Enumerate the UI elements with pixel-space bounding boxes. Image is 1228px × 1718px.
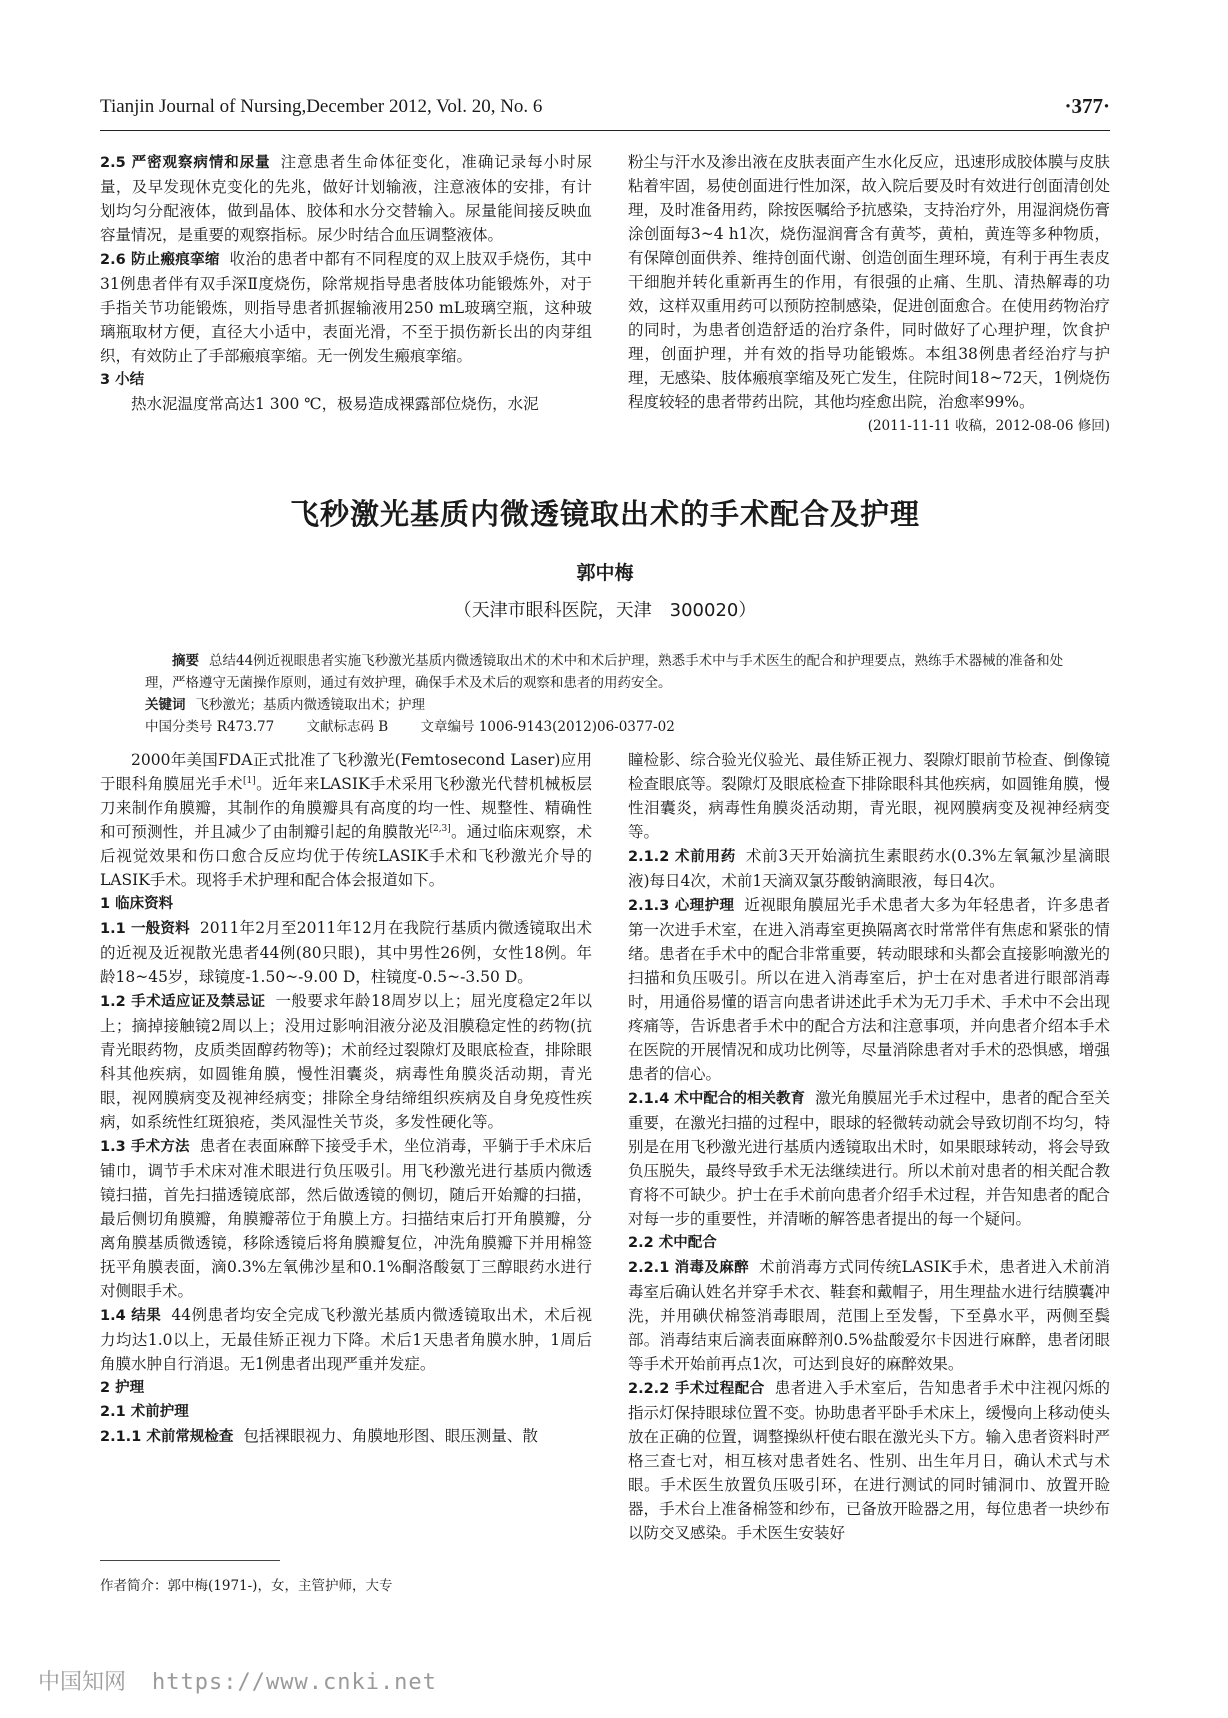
author-affiliation: （天津市眼科医院，天津 300020） xyxy=(453,600,757,621)
received-revised-dates: (2011-11-11 收稿，2012-08-06 修回) xyxy=(867,418,1110,434)
section-1-2: 1.2 手术适应证及禁忌证 一般要求年龄18周岁以上；屈光度稳定2年以上；摘掉接触镜2周以上；没用过影响泪液分泌及泪膜稳定性的药物(抗青光眼药物，皮质类固醇药物等)；术前经过裂隙灯及眼底检查，排除眼科其他疾病，如圆锥角膜，慢性泪囊炎，病毒性角膜炎活动期，青光眼，视网膜病变及视神经病变；排除全身结缔组织疾病及自身免疫性疾病，如系统性红斑狼疮，类风湿性关节炎，多发性硬化等。 xyxy=(100,992,592,1131)
keywords: 关键词 飞秒激光；基质内微透镜取出术；护理 xyxy=(145,697,425,713)
classification-line: 中国分类号 R473.77 文献标志码 B 文章编号 1006-9143(2012)06-0377-02 xyxy=(145,719,675,735)
journal-name: Tianjin Journal of Nursing,December 2012, Vol. 20, No. 6 xyxy=(100,96,543,117)
header-rule xyxy=(100,130,1110,131)
article-author: 郭中梅 xyxy=(576,562,634,584)
section-1-3: 1.3 手术方法 患者在表面麻醉下接受手术，坐位消毒，平躺于手术床后铺巾，调节手术床对准术眼进行负压吸引。用飞秒激光进行基质内微透镜扫描，首先扫描透镜底部，然后做透镜的侧切，随后开始瓣的扫描，最后侧切角膜瓣，角膜瓣蒂位于角膜上方。扫描结束后打开角膜瓣，分离角膜基质微透镜，移除透镜后将角膜瓣复位，冲洗角膜瓣下并用棉签抚平角膜表面，滴0.3%左氧佛沙星和0.1%酮洛酸氨丁三醇眼药水进行对侧眼手术。 xyxy=(100,1137,592,1300)
section-2-1-1-continued: 瞳检影、综合验光仪验光、最佳矫正视力、裂隙灯眼前节检查、倒像镜检查眼底等。裂隙灯及眼底检查下排除眼科其他疾病，如圆锥角膜，慢性泪囊炎，病毒性角膜炎活动期，青光眼，视网膜病变及视神经病变等。 xyxy=(628,751,1110,841)
footnote-rule xyxy=(100,1560,280,1561)
prev-section-2-5: 2.5 严密观察病情和尿量 注意患者生命体征变化，准确记录每小时尿量，及早发现休克变化的先兆，做好计划输液，注意液体的安排，有计划均匀分配液体，做到晶体、胶体和水分交替输入。尿量能间接反映血容量情况，是重要的观察指标。尿少时结合血压调整液体。 xyxy=(100,153,592,244)
section-2-1-heading: 2.1 术前护理 xyxy=(100,1404,189,1420)
cnki-url: https://www.cnki.net xyxy=(152,1670,437,1695)
cnki-logo: 中国知网 xyxy=(38,1670,127,1695)
prev-article-right-column xyxy=(628,150,1110,438)
section-1-1: 1.1 一般资料 2011年2月至2011年12月在我院行基质内微透镜取出术的近视及近视散光患者44例(80只眼)，其中男性26例，女性18例。年龄18~45岁，球镜度-1.50~-9.00 D，柱镜度-0.5~-3.50 D。 xyxy=(100,919,593,986)
article-title: 飞秒激光基质内微透镜取出术的手术配合及护理 xyxy=(289,497,920,531)
page-number: ·377· xyxy=(1064,94,1110,118)
prev-article-left-column xyxy=(100,150,592,416)
section-2-1-1: 2.1.1 术前常规检查 包括裸眼视力、角膜地形图、眼压测量、散 xyxy=(100,1427,538,1445)
section-2-1-3: 2.1.3 心理护理 近视眼角膜屈光手术患者大多为年轻患者，许多患者第一次进手术室，在进入消毒室更换隔离衣时常常伴有焦虑和紧张的情绪。患者在手术中的配合非常重要，转动眼球和头都会直接影响激光的扫描和负压吸引。所以在进入消毒室后，护士在对患者进行眼部消毒时，用通俗易懂的语言向患者讲述此手术为无刀手术、手术中不会出现疼痛等，告诉患者手术中的配合方法和注意事项，并向患者介绍本手术在医院的开展情况和成功比例等，尽量消除患者对手术的恐惧感，增强患者的信心。 xyxy=(628,896,1110,1083)
prev-section-3-text: 热水泥温度常高达1 300 ℃，极易造成裸露部位烧伤，水泥 xyxy=(131,395,539,413)
section-2-1-4: 2.1.4 术中配合的相关教育 激光角膜屈光手术过程中，患者的配合至关重要，在激光扫描的过程中，眼球的轻微转动就会导致切削不均匀，特别是在用飞秒激光进行基质内透镜取出术时，如果眼球转动，将会导致负压脱失，最终导致手术无法继续进行。所以术前对患者的相关配合教育将不可缺少。护士在手术前向患者介绍手术过程，并告知患者的配合对每一步的重要性，并清晰的解答患者提出的每一个疑问。 xyxy=(628,1089,1110,1228)
prev-article-continued-text: 粉尘与汗水及渗出液在皮肤表面产生水化反应，迅速形成胶体膜与皮肤粘着牢固，易使创面进行性加深，故入院后要及时有效进行创面清创处理，及时准备用药，除按医嘱给予抗感染，支持治疗外，用湿润烧伤膏涂创面每3~4 h1次，烧伤湿润膏含有黄芩，黄柏，黄连等多种物质，有保障创面供养、维持创面代谢、创造创面生理环境，有利于再生表皮干细胞并转化重新再生的作用，有很强的止痛、生肌、清热解毒的功效，这样双重用药可以预防控制感染，促进创面愈合。在使用药物治疗的同时，为患者创造舒适的治疗条件，同时做好了心理护理，饮食护理，创面护理，并有效的指导功能锻炼。本组38例患者经治疗与护理，无感染、肢体瘢痕挛缩及死亡发生，住院时间18~72天，1例烧伤程度较轻的患者带药出院，其他均痊愈出院，治愈率99%。 xyxy=(628,153,1110,411)
section-2-1-2: 2.1.2 术前用药 术前3天开始滴抗生素眼药水(0.3%左氧氟沙星滴眼液)每日4次，术前1天滴双氯芬酸钠滴眼液，每日4次。 xyxy=(628,847,1110,890)
author-footnote: 作者简介：郭中梅(1971-)，女，主管护师，大专 xyxy=(100,1578,393,1594)
section-2-heading: 2 护理 xyxy=(100,1380,145,1396)
introduction: 2000年美国FDA正式批准了飞秒激光(Femtosecond Laser)应用于眼科角膜屈光手术[1]。近年来LASIK手术采用飞秒激光代替机械板层刀来制作角膜瓣，其制作的角膜瓣具有高度的均一性、规整性、精确性和可预测性，并且减少了由制瓣引起的角膜散光[2,3]。通过临床观察，术后视觉效果和伤口愈合反应均优于传统LASIK手术和飞秒激光介导的LASIK手术。现将手术护理和配合体会报道如下。 xyxy=(100,751,592,889)
section-2-2-heading: 2.2 术中配合 xyxy=(628,1235,717,1251)
cnki-watermark xyxy=(38,1665,437,1696)
abstract: 摘要 总结44例近视眼患者实施飞秒激光基质内微透镜取出术的术中和术后护理，熟悉手术中与手术医生的配合和护理要点，熟练手术器械的准备和处理，严格遵守无菌操作原则，通过有效护理，确保手术及术后的观察和患者的用药安全。 xyxy=(145,653,1064,691)
abstract-block xyxy=(145,650,1080,738)
prev-section-3-heading: 3 小结 xyxy=(100,372,145,388)
section-1-heading: 1 临床资料 xyxy=(100,896,174,912)
section-1-4: 1.4 结果 44例患者均安全完成飞秒激光基质内微透镜取出术，术后视力均达1.0以上，无最佳矫正视力下降。术后1天患者角膜水肿，1周后角膜水肿自行消退。无1例患者出现严重并发症。 xyxy=(100,1306,592,1373)
body-left-column xyxy=(100,748,592,1449)
running-header xyxy=(100,96,1110,126)
section-2-2-1: 2.2.1 消毒及麻醉 术前消毒方式同传统LASIK手术，患者进入术前消毒室后确认姓名并穿手术衣、鞋套和戴帽子，用生理盐水进行结膜囊冲洗，并用碘伏棉签消毒眼周，范围上至发髻，下至鼻水平，两侧至鬓部。消毒结束后滴表面麻醉剂0.5%盐酸爱尔卡因进行麻醉，患者闭眼等手术开始前再点1次，可达到良好的麻醉效果。 xyxy=(628,1258,1110,1373)
prev-section-2-6: 2.6 防止瘢痕挛缩 收治的患者中都有不同程度的双上肢双手烧伤，其中31例患者伴有双手深Ⅱ度烧伤，除常规指导患者肢体功能锻炼外，对于手指关节功能锻炼，则指导患者抓握输液用250 mL玻璃空瓶，这种玻璃瓶取材方便，直径大小适中，表面光滑，不至于损伤新长出的肉芽组织，有效防止了手部瘢痕挛缩。无一例发生瘢痕挛缩。 xyxy=(100,250,592,365)
body-right-column xyxy=(628,748,1110,1545)
section-2-2-2: 2.2.2 手术过程配合 患者进入手术室后，告知患者手术中注视闪烁的指示灯保持眼球位置不变。协助患者平卧手术床上，缓慢向上移动使头放在正确的位置，调整操纵杆使右眼在激光头下方。输入患者资料时严格三查七对，相互核对患者姓名、性别、出生年月日，确认术式与术眼。手术医生放置负压吸引环，在进行测试的同时铺洞巾、放置开睑器，手术台上准备棉签和纱布，已备放开睑器之用，每位患者一块纱布以防交叉感染。手术医生安装好 xyxy=(628,1379,1110,1542)
